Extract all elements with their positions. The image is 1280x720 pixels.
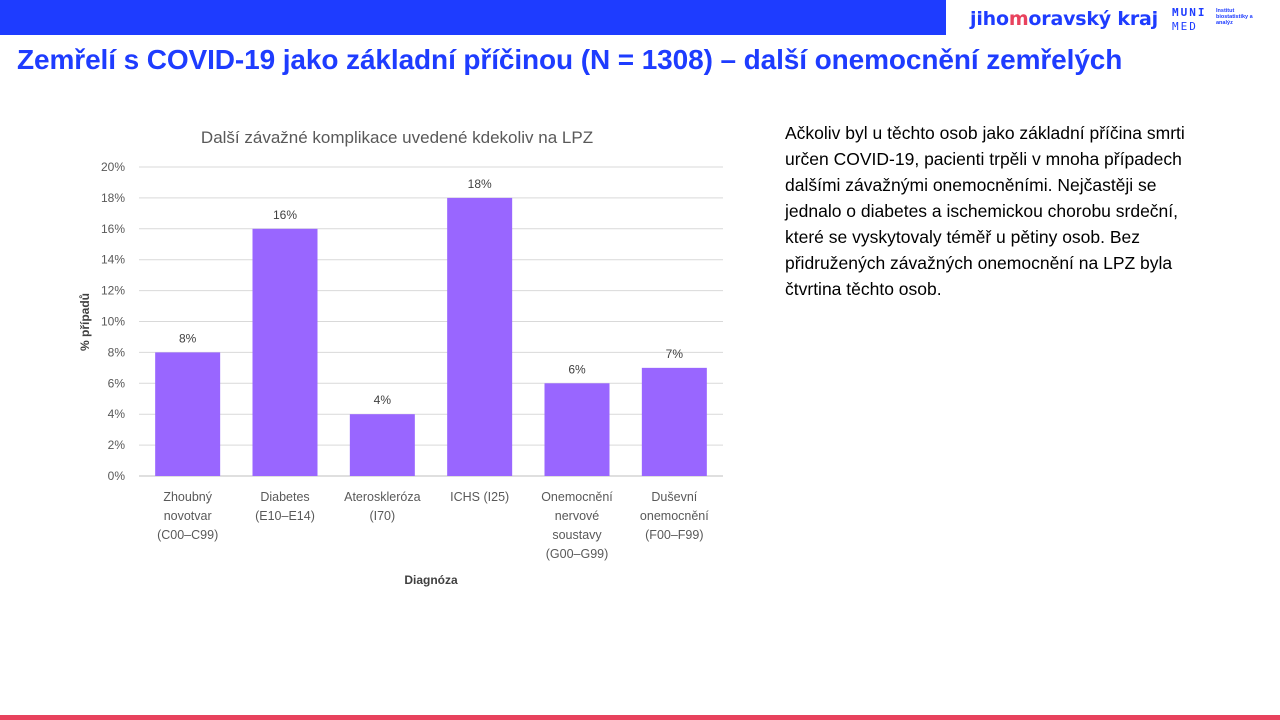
x-tick-label: (F00–F99) [645,528,704,542]
y-tick-label: 4% [107,407,125,422]
x-tick-label: nervové [554,509,600,523]
bar [155,352,220,476]
data-label: 6% [568,362,586,377]
y-axis-ticks [101,160,125,483]
y-tick-label: 2% [107,438,125,453]
x-tick-label: (I70) [369,509,396,523]
x-tick-label: (E10–E14) [255,509,315,523]
y-tick-label: 8% [107,345,125,360]
chart-bars [155,198,707,476]
logo-text-m: m [1008,8,1029,30]
x-tick-label: Diabetes [260,490,310,504]
x-tick-label: Ateroskleróza [344,490,421,504]
x-tick-label: soustavy [552,528,602,542]
bar [642,368,707,476]
y-tick-label: 0% [107,469,125,483]
bar [545,383,610,476]
x-axis-ticks [157,490,709,561]
description-text: Ačkoliv byl u těchto osob jako základní příčina smrti určen COVID-19, pacienti trpěli v mnoha případech dalšími závažnými onemocněními. Nejčastěji se jednalo o diabetes a ischemickou chorobu srdeční, které se vyskytovaly téměř u pětiny osob. Bez přidružených závažných onemocnění na LPZ byla čtvrtina těchto osob. [785,123,1185,299]
x-tick-label: onemocnění [639,509,709,523]
chart-title: Další závažné komplikace uvedené kdekoliv na LPZ [200,128,594,147]
muni-med-logo [1172,6,1252,36]
y-tick-label: 16% [100,221,125,236]
page-title: Zemřelí s COVID-19 jako základní příčinou (N = 1308) – další onemocnění zemřelých [17,44,1123,75]
muni-logo-bottom: MED [1172,20,1198,33]
x-tick-label: novotvar [163,509,212,523]
x-axis-label: Diagnóza [404,573,458,587]
y-axis-label: % případů [78,292,92,352]
data-label: 18% [467,176,492,191]
logo-text-part1: jiho [970,8,1009,30]
bar [253,229,318,476]
x-tick-label: Duševní [651,490,698,504]
y-tick-label: 18% [100,190,125,205]
logo-text-part2: oravský kraj [1028,8,1158,30]
x-tick-label: (C00–C99) [157,528,219,542]
data-label: 4% [373,393,392,408]
x-tick-label: Onemocnění [541,490,613,504]
data-label: 16% [272,207,298,222]
muni-logo-top: MUNI [1172,6,1207,19]
y-tick-label: 12% [100,283,125,298]
bar [350,414,415,476]
x-tick-label: (G00–G99) [545,547,609,561]
y-tick-label: 6% [107,376,125,391]
jmk-logo [970,8,1158,30]
x-tick-label: ICHS (I25) [450,490,510,504]
y-tick-label: 20% [100,160,125,174]
y-tick-label: 10% [100,314,125,329]
x-tick-label: Zhoubný [163,490,212,504]
data-label: 7% [665,346,684,361]
data-label: 8% [178,331,197,346]
institute-logo-text: Institut biostatistiky a analýz [1216,8,1253,26]
bar [447,198,512,476]
y-tick-label: 14% [100,252,125,267]
chart-grid [139,167,723,476]
bottom-bar [0,715,1280,720]
